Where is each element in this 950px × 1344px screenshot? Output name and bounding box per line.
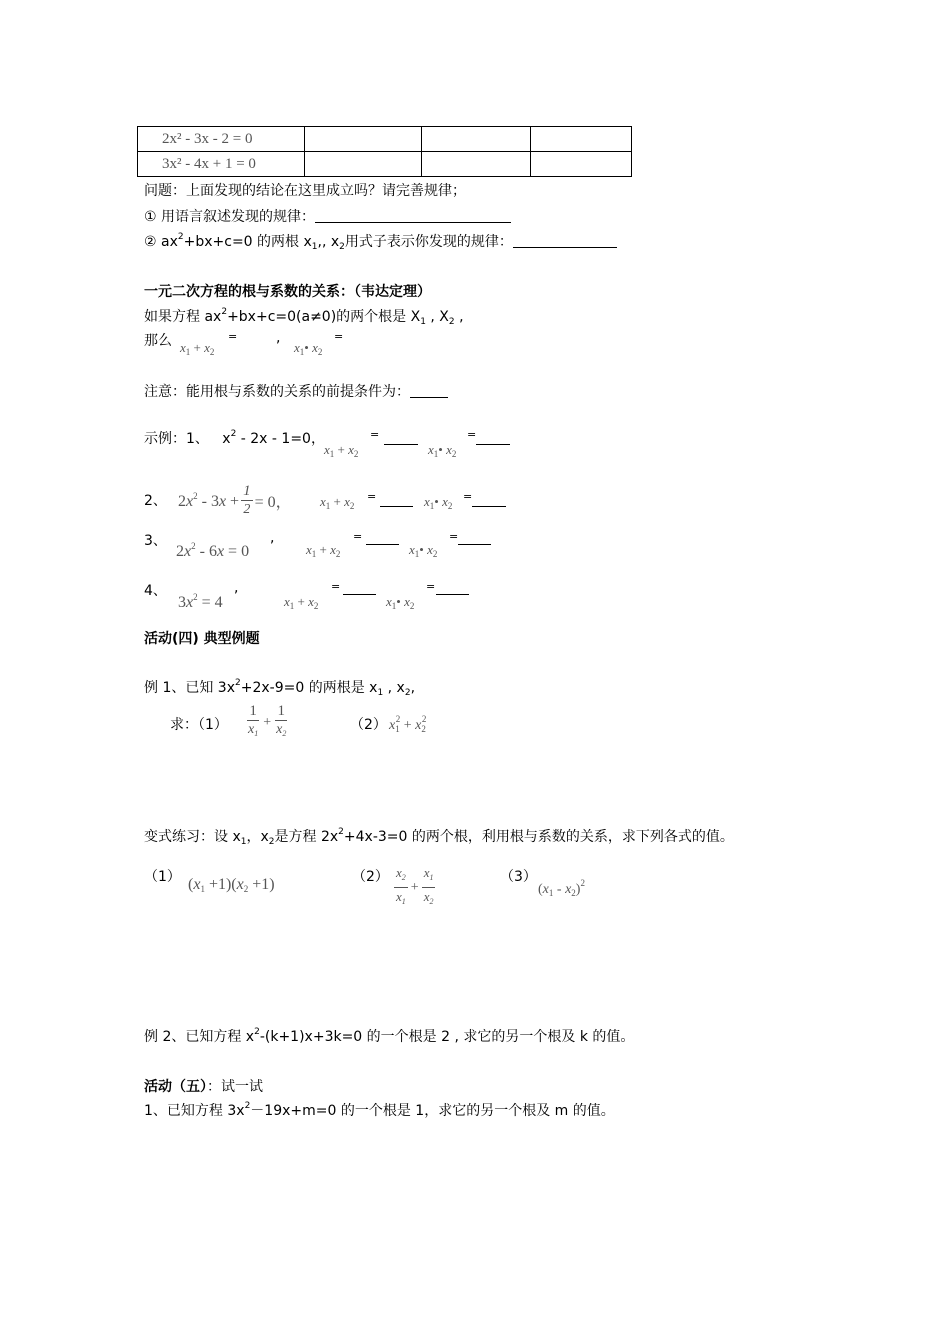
answer-blank[interactable] bbox=[380, 492, 413, 507]
rule1-line bbox=[144, 206, 511, 226]
rule2-line: ② $ax^2+bx+c=0$ 的两根 $x_1$,, $x_2$用式子表示你发现的规律： bbox=[144, 231, 617, 252]
example2-number: 2、 bbox=[144, 493, 167, 509]
table-row bbox=[138, 127, 632, 152]
question-text: 问题：上面发现的结论在这里成立吗？请完善规律； bbox=[144, 183, 466, 199]
activity5-question-1: 1、已知方程 $3x^2-19x+m=0$ 的一个根是 1，求它的另一个根及 m 的值。 bbox=[144, 1101, 615, 1119]
table-cell bbox=[531, 152, 632, 177]
vieta-line1: 如果方程 $ax^2+bx+c=0(a\ne 0)$的两个根是 $X_1$ , $X_2$ , bbox=[144, 307, 464, 327]
product-expression: $x_1•$ $x_2$ bbox=[294, 340, 323, 357]
equation-table bbox=[137, 126, 632, 177]
variant-1-expression: $(x_1 +1)(x_2 +1)$ bbox=[188, 876, 275, 894]
answer-blank[interactable] bbox=[458, 530, 491, 545]
example4-number: 4、 bbox=[144, 583, 167, 599]
example4-equation: $3x^2 = 4$ bbox=[178, 592, 223, 611]
rule1-text: ① 用语言叙述发现的规律： bbox=[144, 209, 316, 225]
table-cell-equation: 2x² - 3x - 2 = 0 bbox=[138, 127, 305, 152]
answer-blank[interactable] bbox=[315, 208, 511, 223]
example3-number: 3、 bbox=[144, 533, 167, 549]
example3-equation: $2x^2 - 6x = 0$ bbox=[176, 541, 250, 560]
vieta-heading: 一元二次方程的根与系数的关系：（韦达定理） bbox=[144, 284, 431, 300]
example1: 示例：1、 $x^2 - 2x - 1=0$， bbox=[144, 429, 325, 447]
variant-3-label: （3） bbox=[500, 869, 537, 885]
table-cell-equation: 3x² - 4x + 1 = 0 bbox=[138, 152, 305, 177]
answer-blank[interactable] bbox=[513, 233, 617, 248]
precondition-note: 注意：能用根与系数的关系的前提条件为： bbox=[144, 381, 448, 401]
table-cell bbox=[422, 152, 531, 177]
table-cell bbox=[305, 152, 422, 177]
sum-expression: $x_1 + x_2$ bbox=[180, 340, 215, 357]
example-problem-2: 例 2、已知方程 $x^2-(k+1)x+3k=0$ 的一个根是 2 , 求它的另一个根及 k 的值。 bbox=[144, 1027, 635, 1045]
answer-blank[interactable] bbox=[410, 383, 448, 398]
answer-blank[interactable] bbox=[343, 580, 376, 595]
reciprocal-sum-expression: $\frac{1}{x_1}$ + $\frac{1}{x_2}$ bbox=[248, 703, 287, 738]
variant-1-label: （1） bbox=[144, 869, 181, 885]
activity4-heading: 活动(四) 典型例题 bbox=[144, 631, 260, 647]
answer-blank[interactable] bbox=[476, 430, 510, 445]
table-row bbox=[138, 152, 632, 177]
variant-2-expression: $\frac{x_2}{x_1}$ + $\frac{x_1}{x_2}$ bbox=[396, 865, 434, 906]
answer-blank[interactable] bbox=[366, 530, 399, 545]
table-cell bbox=[305, 127, 422, 152]
example-problem-1: 例 1、已知 $3x^2+2x-9=0$ 的两根是 $x_1$ , $x_2$, bbox=[144, 678, 416, 698]
answer-blank[interactable] bbox=[472, 492, 506, 507]
table-cell bbox=[422, 127, 531, 152]
answer-blank[interactable] bbox=[384, 430, 418, 445]
ask-1: 求：（1） bbox=[170, 717, 228, 733]
activity5-heading: 活动（五）：试一试 bbox=[144, 1079, 263, 1095]
ask-2: （2） bbox=[350, 717, 387, 733]
table-cell bbox=[531, 127, 632, 152]
variant-3-expression: $(x_1 - x_2)^2$ bbox=[538, 878, 585, 898]
answer-blank[interactable] bbox=[436, 580, 469, 595]
example2-equation: $2x^2 - 3x$ + $\frac{1}{2}$ = 0， bbox=[178, 483, 292, 517]
variant-2-label: （2） bbox=[352, 869, 389, 885]
vieta-line2: 那么 bbox=[144, 333, 172, 349]
variant-practice: 变式练习：设 $x_1$，$x_2$是方程 $2x^2+4x-3=0$ 的两个根，利用根与系数的关系，求下列各式的值。 bbox=[144, 827, 734, 847]
square-sum-expression: $x_1^2 + x_2^2$ bbox=[389, 714, 427, 734]
